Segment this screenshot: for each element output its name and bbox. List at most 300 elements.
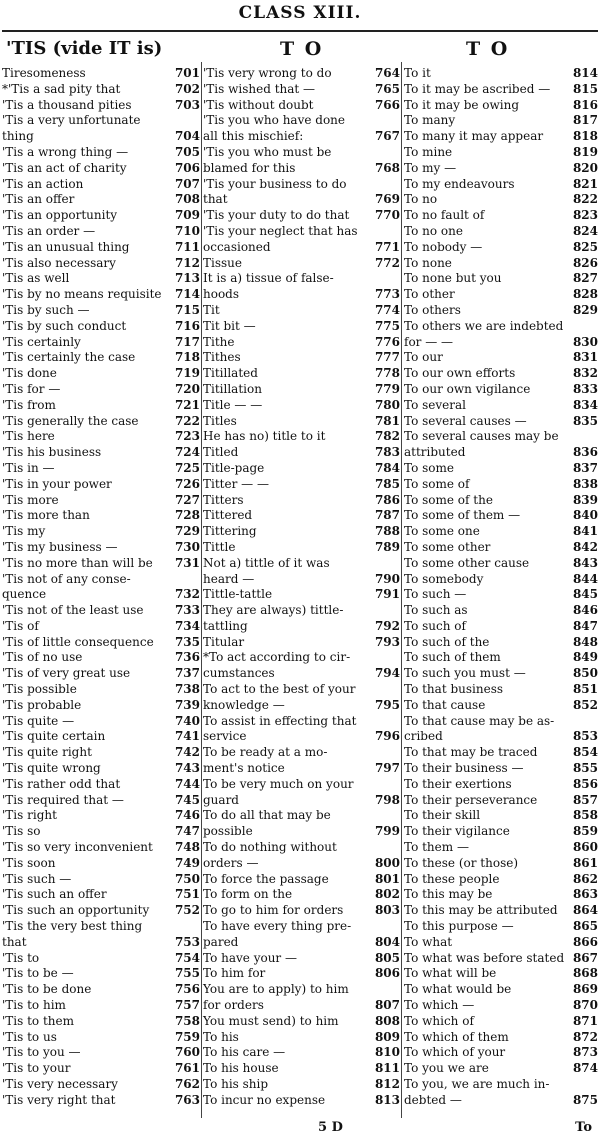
entry-number: 811 (374, 1061, 400, 1076)
entry-row (2, 429, 200, 445)
entry-number: 739 (174, 697, 200, 712)
entry-phrase: 'Tis of little consequence (2, 634, 154, 649)
signature-mark: 5 D (318, 1120, 343, 1135)
entry-row (203, 98, 400, 114)
entry-number: 744 (174, 776, 200, 791)
entry-phrase: To do nothing without orders — (203, 840, 337, 870)
entry-row (2, 161, 200, 177)
entry-row (203, 556, 400, 588)
entry-row (203, 414, 400, 430)
entry-number: 856 (572, 776, 598, 791)
entry-row (2, 477, 200, 493)
entry-row (2, 461, 200, 477)
entry-phrase: To their skill (404, 808, 481, 823)
entry-row (404, 414, 598, 430)
entry-number: 836 (572, 445, 598, 460)
entry-row (2, 1014, 200, 1030)
entry-number: 773 (374, 287, 400, 302)
entry-number: 718 (174, 350, 200, 365)
entry-phrase: 'Tis to him (2, 998, 66, 1013)
entry-row (2, 998, 200, 1014)
entry-row (404, 540, 598, 556)
entry-column-1 (2, 66, 200, 1109)
entry-number: 720 (174, 381, 200, 396)
entry-row (203, 477, 400, 493)
entry-phrase: 'Tis by such conduct (2, 318, 127, 333)
entry-number: 868 (572, 966, 598, 981)
entry-phrase: To these (or those) (404, 855, 519, 870)
entry-row (203, 177, 400, 209)
entry-number: 731 (174, 555, 200, 570)
entry-phrase: 'Tis a wrong thing — (2, 144, 129, 159)
entry-row (404, 587, 598, 603)
entry-row (2, 224, 200, 240)
entry-number: 728 (174, 508, 200, 523)
entry-row (404, 698, 598, 714)
entry-phrase: 'Tis quite wrong (2, 761, 101, 776)
entry-number: 733 (174, 603, 200, 618)
entry-number: 776 (374, 334, 400, 349)
entry-phrase: 'Tis an order — (2, 223, 96, 238)
entry-row (2, 256, 200, 272)
entry-row (404, 777, 598, 793)
entry-phrase: To many it may appear (404, 129, 544, 144)
entry-phrase: 'Tis without doubt (203, 97, 314, 112)
entry-number: 875 (572, 1092, 598, 1107)
entry-phrase: 'Tis generally the case (2, 413, 139, 428)
entry-phrase: To other (404, 287, 455, 302)
entry-phrase: 'Tis an action (2, 176, 84, 191)
entry-row (404, 824, 598, 840)
entry-number: 758 (174, 1013, 200, 1028)
entry-phrase: To such — (404, 587, 467, 602)
entry-number: 835 (572, 413, 598, 428)
entry-number: 833 (572, 381, 598, 396)
entry-number: 819 (572, 144, 598, 159)
entry-row (2, 919, 200, 951)
entry-phrase: Tit bit — (203, 318, 256, 333)
entry-phrase: To have every thing pre- pared (203, 919, 352, 949)
entry-row (203, 840, 400, 872)
entry-number: 821 (572, 176, 598, 191)
entry-phrase: To which of (404, 1013, 474, 1028)
entry-number: 732 (174, 587, 200, 602)
entry-row (404, 887, 598, 903)
entry-number: 715 (174, 302, 200, 317)
entry-phrase: To several causes may be attributed (404, 429, 559, 460)
entry-phrase: 'Tis to your (2, 1061, 71, 1076)
entry-number: 779 (374, 381, 400, 396)
entry-number: 814 (572, 66, 598, 80)
entry-number: 808 (374, 1013, 400, 1028)
entry-phrase: To these people (404, 871, 500, 886)
entry-phrase: To what will be (404, 966, 497, 981)
column-header-3: T O (466, 38, 510, 60)
entry-phrase: To several causes — (404, 413, 527, 428)
entry-number: 753 (174, 934, 200, 949)
entry-phrase: 'Tis you who have done all this mischief: (203, 113, 346, 144)
entry-phrase: 'Tis your business to do that (203, 176, 347, 207)
entry-number: 829 (572, 302, 598, 317)
entry-row (404, 793, 598, 809)
entry-number: 851 (572, 682, 598, 697)
entry-phrase: To what would be (404, 982, 512, 997)
entry-row (2, 524, 200, 540)
entry-row (203, 982, 400, 1014)
entry-phrase: Titters (203, 492, 244, 507)
entry-phrase: Tittered (203, 508, 253, 523)
entry-row (2, 982, 200, 998)
entry-number: 738 (174, 682, 200, 697)
entry-phrase: It is a) tissue of false- hoods (203, 271, 334, 302)
entry-row (203, 635, 400, 651)
entry-row (203, 366, 400, 382)
entry-phrase: To their exertions (404, 776, 512, 791)
entry-phrase: To his house (203, 1061, 279, 1076)
entry-row (203, 145, 400, 177)
entry-number: 706 (174, 160, 200, 175)
entry-phrase: To such as (404, 603, 468, 618)
entry-phrase: To force the passage (203, 871, 329, 886)
entry-phrase: 'Tis required that — (2, 792, 124, 807)
entry-row (2, 1093, 200, 1109)
entry-row (404, 619, 598, 635)
entry-row (203, 1030, 400, 1046)
entry-phrase: Tit (203, 302, 220, 317)
entry-phrase: Title-page (203, 460, 265, 475)
entry-phrase: 'Tis not of the least use (2, 603, 144, 618)
entry-number: 756 (174, 982, 200, 997)
entry-row (2, 145, 200, 161)
entry-row (203, 429, 400, 445)
entry-phrase: 'Tis not of any conse- quence (2, 571, 131, 602)
entry-phrase: To which of your (404, 1045, 506, 1060)
entry-phrase: Titillated (203, 366, 258, 381)
entry-phrase: Not a) tittle of it was heard — (203, 555, 330, 586)
entry-number: 781 (374, 413, 400, 428)
entry-number: 797 (374, 761, 400, 776)
entry-number: 747 (174, 824, 200, 839)
entry-row (404, 808, 598, 824)
entry-row (2, 382, 200, 398)
entry-phrase: To none (404, 255, 452, 270)
entry-number: 782 (374, 429, 400, 444)
entry-phrase: To what was before stated (404, 950, 565, 965)
entry-phrase: 'Tis my (2, 524, 46, 539)
entry-row (2, 445, 200, 461)
entry-number: 762 (174, 1077, 200, 1091)
entry-row (203, 714, 400, 746)
entry-row (2, 508, 200, 524)
entry-phrase: 'Tis in — (2, 460, 55, 475)
entry-number: 831 (572, 350, 598, 365)
entry-number: 823 (572, 208, 598, 223)
entry-row (404, 919, 598, 935)
entry-phrase: To such of (404, 618, 466, 633)
entry-number: 810 (374, 1045, 400, 1060)
entry-number: 844 (572, 571, 598, 586)
entry-row (404, 840, 598, 856)
entry-number: 707 (174, 176, 200, 191)
entry-number: 721 (174, 397, 200, 412)
entry-row (404, 966, 598, 982)
entry-phrase: 'Tis such — (2, 871, 72, 886)
entry-number: 749 (174, 855, 200, 870)
entry-phrase: To others we are indebted for — — (404, 318, 564, 349)
entry-number: 742 (174, 745, 200, 760)
entry-row (2, 366, 200, 382)
entry-row (203, 66, 400, 82)
entry-number: 799 (374, 824, 400, 839)
entry-phrase: Tittle-tattle (203, 587, 273, 602)
entry-phrase: To act to the best of your knowledge — (203, 682, 356, 712)
entry-phrase: 'Tis quite right (2, 745, 92, 760)
entry-number: 845 (572, 587, 598, 602)
entry-number: 870 (572, 998, 598, 1013)
entry-phrase: To be ready at a mo- ment's notice (203, 745, 328, 776)
entry-phrase: 'Tis to you — (2, 1045, 81, 1060)
entry-phrase: To no one (404, 223, 463, 238)
entry-row (2, 761, 200, 777)
entry-row (404, 66, 598, 82)
entry-number: 827 (572, 271, 598, 286)
entry-number: 788 (374, 524, 400, 539)
entry-number: 743 (174, 761, 200, 776)
entry-number: 710 (174, 223, 200, 238)
entry-phrase: 'Tis right (2, 808, 57, 823)
entry-row (203, 587, 400, 603)
entry-row (203, 951, 400, 967)
entry-phrase: To be very much on your guard (203, 776, 354, 807)
entry-row (2, 951, 200, 967)
entry-phrase: To our own vigilance (404, 381, 531, 396)
entry-phrase: To that may be traced (404, 745, 538, 760)
entry-number: 777 (374, 350, 400, 365)
entry-row (404, 524, 598, 540)
entry-row (203, 508, 400, 524)
entry-number: 800 (374, 855, 400, 870)
entry-number: 767 (374, 129, 400, 144)
entry-row (2, 556, 200, 572)
entry-row (2, 1061, 200, 1077)
entry-phrase: To his ship (203, 1077, 269, 1091)
entry-row (404, 398, 598, 414)
entry-row (404, 224, 598, 240)
entry-phrase: To you, we are much in- debted — (404, 1077, 550, 1107)
entry-row (404, 382, 598, 398)
entry-phrase: To such of them (404, 650, 501, 665)
entry-number: 716 (174, 318, 200, 333)
entry-number: 809 (374, 1029, 400, 1044)
entry-number: 842 (572, 539, 598, 554)
entry-number: 754 (174, 950, 200, 965)
entry-row (404, 208, 598, 224)
entry-number: 709 (174, 208, 200, 223)
entry-number: 793 (374, 634, 400, 649)
entry-phrase: 'Tis so (2, 824, 41, 839)
entry-phrase: Titled (203, 445, 239, 460)
entry-number: 832 (572, 366, 598, 381)
entry-phrase: 'Tis rather odd that (2, 776, 121, 791)
entry-phrase: 'Tis wished that — (203, 81, 316, 96)
entry-row (2, 698, 200, 714)
entry-phrase: 'Tis your duty to do that (203, 208, 350, 223)
entry-phrase: To this purpose — (404, 919, 514, 934)
entry-row (404, 635, 598, 651)
entry-number: 806 (374, 966, 400, 981)
entry-row (2, 414, 200, 430)
entry-number: 822 (572, 192, 598, 207)
entry-row (2, 98, 200, 114)
entry-row (2, 82, 200, 98)
entry-phrase: To some (404, 460, 454, 475)
entry-number: 861 (572, 855, 598, 870)
entry-row (203, 303, 400, 319)
entry-number: 757 (174, 998, 200, 1013)
entry-row (404, 303, 598, 319)
entry-number: 852 (572, 697, 598, 712)
entry-phrase: 'Tis to be — (2, 966, 74, 981)
entry-phrase: Tithes (203, 350, 241, 365)
entry-number: 766 (374, 97, 400, 112)
entry-phrase: 'Tis from (2, 397, 56, 412)
entry-row (2, 240, 200, 256)
entry-number: 864 (572, 903, 598, 918)
entry-phrase: Tittering (203, 524, 257, 539)
entry-phrase: To my endeavours (404, 176, 515, 191)
entry-phrase: 'Tis of (2, 618, 39, 633)
entry-phrase: To several (404, 397, 466, 412)
entry-phrase: 'Tis an unusual thing (2, 239, 130, 254)
entry-number: 714 (174, 287, 200, 302)
entry-number: 792 (374, 618, 400, 633)
entry-phrase: 'Tis so very inconvenient (2, 840, 153, 855)
entry-row (2, 271, 200, 287)
entry-number: 784 (374, 460, 400, 475)
entry-number: 825 (572, 239, 598, 254)
entry-phrase: 'Tis of no use (2, 650, 83, 665)
column-header-2: T O (280, 38, 324, 60)
entry-number: 735 (174, 634, 200, 649)
entry-phrase: To this may be attributed (404, 903, 558, 918)
entry-row (404, 903, 598, 919)
entry-phrase: To some other (404, 539, 491, 554)
entry-number: 840 (572, 508, 598, 523)
entry-phrase: 'Tis to them (2, 1013, 75, 1028)
entry-phrase: To nobody — (404, 239, 483, 254)
entry-row (404, 1045, 598, 1061)
entry-row (404, 319, 598, 351)
entry-row (404, 429, 598, 461)
entry-row (203, 1014, 400, 1030)
entry-row (203, 224, 400, 256)
entry-number: 841 (572, 524, 598, 539)
entry-phrase: To our own efforts (404, 366, 516, 381)
entry-number: 795 (374, 697, 400, 712)
entry-phrase: 'Tis more than (2, 508, 90, 523)
entry-phrase: 'Tis possible (2, 682, 77, 697)
entry-number: 722 (174, 413, 200, 428)
entry-row (2, 287, 200, 303)
entry-row (404, 192, 598, 208)
entry-number: 764 (374, 66, 400, 80)
entry-row (404, 98, 598, 114)
entry-number: 872 (572, 1029, 598, 1044)
entry-number: 843 (572, 555, 598, 570)
entry-number: 798 (374, 792, 400, 807)
entry-phrase: 'Tis to us (2, 1029, 57, 1044)
entry-row (203, 650, 400, 682)
entry-number: 805 (374, 950, 400, 965)
entry-row (203, 461, 400, 477)
entry-row (203, 745, 400, 777)
entry-number: 775 (374, 318, 400, 333)
entry-number: 752 (174, 903, 200, 918)
entry-number: 807 (374, 998, 400, 1013)
entry-number: 871 (572, 1013, 598, 1028)
entry-number: 701 (174, 66, 200, 80)
entry-phrase: Titular (203, 634, 245, 649)
entry-number: 854 (572, 745, 598, 760)
entry-number: 755 (174, 966, 200, 981)
entry-row (203, 887, 400, 903)
entry-row (203, 493, 400, 509)
entry-phrase: 'Tis in your power (2, 476, 112, 491)
entry-phrase: 'Tis very necessary (2, 1077, 118, 1091)
entry-phrase: To his (203, 1029, 239, 1044)
entry-number: 850 (572, 666, 598, 681)
entry-phrase: To incur no expense (203, 1092, 326, 1107)
entry-number: 730 (174, 539, 200, 554)
entry-phrase: To which — (404, 998, 475, 1013)
entry-row (203, 540, 400, 556)
entry-row (404, 129, 598, 145)
entry-row (404, 1061, 598, 1077)
entry-row (404, 935, 598, 951)
column-divider (201, 62, 202, 1118)
entry-number: 708 (174, 192, 200, 207)
entry-phrase: 'Tis certainly the case (2, 350, 136, 365)
entry-phrase: *'Tis a sad pity that (2, 81, 121, 96)
entry-phrase: To you we are (404, 1061, 489, 1076)
entry-number: 859 (572, 824, 598, 839)
entry-row (2, 635, 200, 651)
entry-phrase: To my — (404, 160, 457, 175)
entry-number: 794 (374, 666, 400, 681)
entry-row (404, 714, 598, 746)
entry-phrase: To somebody (404, 571, 484, 586)
entry-row (203, 872, 400, 888)
entry-number: 770 (374, 208, 400, 223)
entry-row (404, 666, 598, 682)
entry-row (2, 903, 200, 919)
entry-number: 717 (174, 334, 200, 349)
entry-phrase: Titter — — (203, 476, 269, 491)
entry-number: 761 (174, 1061, 200, 1076)
entry-phrase: He has no) title to it (203, 429, 326, 444)
entry-number: 804 (374, 934, 400, 949)
entry-row (2, 540, 200, 556)
entry-phrase: 'Tis done (2, 366, 57, 381)
entry-phrase: 'Tis your neglect that has occasioned (203, 223, 358, 254)
entry-phrase: You are to apply) to him for orders (203, 982, 349, 1013)
entry-row (2, 729, 200, 745)
entry-number: 734 (174, 618, 200, 633)
entry-phrase: 'Tis of very great use (2, 666, 131, 681)
entry-phrase: 'Tis soon (2, 855, 56, 870)
entry-row (404, 256, 598, 272)
entry-phrase: To it may be ascribed — (404, 81, 551, 96)
